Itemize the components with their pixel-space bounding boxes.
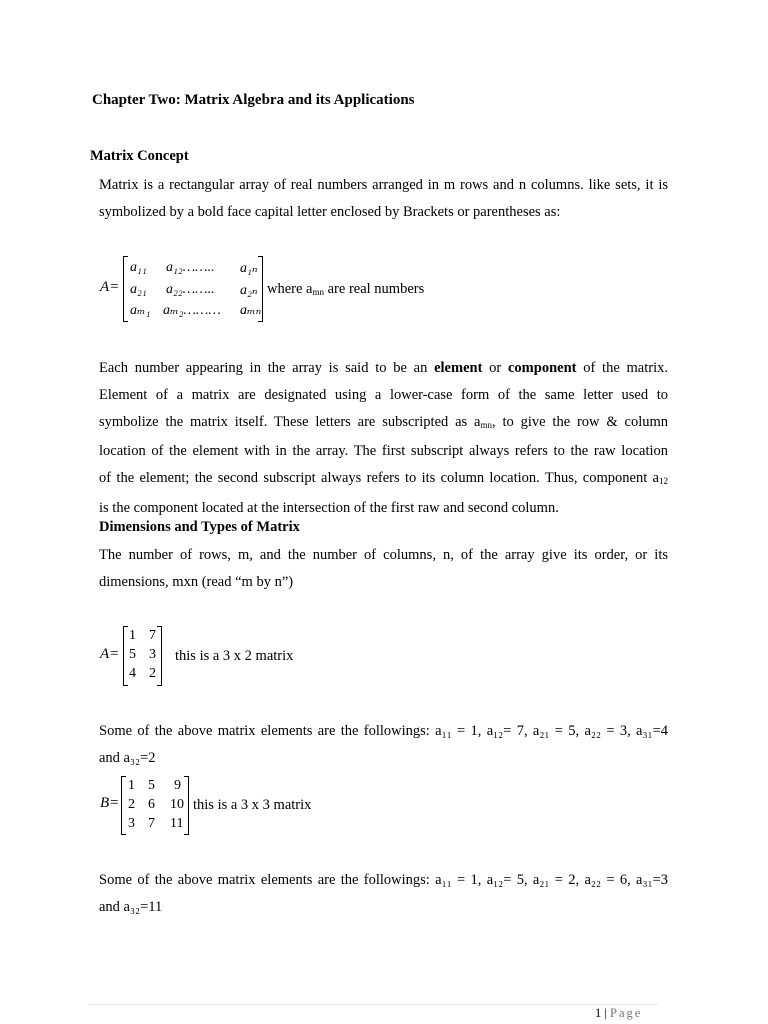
matrix-cell: 5: [129, 647, 136, 662]
matrix-cell: 1: [129, 628, 136, 643]
intro-line-2: symbolized by a bold face capital letter enclosed by Brackets or parentheses as:: [99, 203, 561, 220]
matrix-a-label: A=: [100, 646, 120, 662]
element-line-4: location of the element with in the array. The first subscript always refers to the raw location: [99, 443, 668, 460]
matrix-a-right-bracket: [157, 626, 162, 686]
matrix-cell: a₂ₙ: [240, 283, 258, 298]
matrix-cell: 5: [148, 778, 155, 793]
matrix-cell: 3: [149, 647, 156, 662]
matrix-cell: 7: [149, 628, 156, 643]
element-paragraph: [99, 355, 668, 522]
page-number: 1: [595, 1006, 602, 1020]
chapter-title: Chapter Two: Matrix Algebra and its Applications: [92, 92, 415, 108]
element-line-2: Element of a matrix are designated using a lower-case form of the same letter used to: [99, 386, 668, 403]
matrix-b-label: B=: [100, 795, 120, 811]
element-line-6: is the component located at the intersection of the first raw and second column.: [99, 499, 559, 516]
matrix-cell: 10: [170, 797, 184, 812]
matrix-cell: a₂₁: [130, 282, 147, 297]
elements-a-line-2: and a₃₂=2: [99, 749, 156, 766]
matrix-cell: 2: [149, 666, 156, 681]
matrix-cell: aₘ₁: [130, 303, 151, 318]
element-line-3: symbolize the matrix itself. These letters are subscripted as amn, to give the row & column: [99, 413, 668, 430]
elements-b-line-2: and a₃₂=11: [99, 898, 163, 915]
matrix-cell: 9: [174, 778, 181, 793]
element-line-1: Each number appearing in the array is said to be an element or component of the matrix.: [99, 360, 668, 376]
matrix-b-note: this is a 3 x 3 matrix: [193, 797, 312, 813]
general-matrix-right-bracket: [258, 256, 263, 322]
page-separator: |: [601, 1006, 611, 1020]
matrix-cell: 6: [148, 797, 155, 812]
dimensions-line-1: The number of rows, m, and the number of columns, n, of the array give its order, or its: [99, 547, 668, 563]
matrix-cell: 7: [148, 816, 155, 831]
matrix-cell: a₂₂……..: [166, 282, 215, 297]
matrix-b-right-bracket: [184, 776, 189, 835]
matrix-cell: 2: [128, 797, 135, 812]
elements-b-line-1: Some of the above matrix elements are the followings: a₁₁ = 1, a₁₂= 5, a₂₁ = 2, a₂₂ = 6, a₃₁=3: [99, 872, 668, 888]
matrix-a-left-bracket: [123, 626, 128, 686]
intro-line-1: Matrix is a rectangular array of real numbers arranged in m rows and n columns. like sets, it is: [99, 177, 668, 193]
section-heading-dimensions: Dimensions and Types of Matrix: [99, 519, 300, 535]
matrix-cell: 11: [170, 816, 184, 831]
matrix-cell: 4: [129, 666, 136, 681]
matrix-b-left-bracket: [121, 776, 126, 835]
general-matrix-left-bracket: [123, 256, 128, 322]
dimensions-line-2: dimensions, mxn (read “m by n”): [99, 573, 294, 590]
intro-paragraph: [99, 172, 668, 226]
matrix-a-note: this is a 3 x 2 matrix: [175, 648, 294, 664]
elements-b-paragraph: [99, 867, 668, 921]
elements-a-paragraph: [99, 718, 668, 772]
matrix-cell: aₘₙ: [240, 303, 262, 318]
section-heading-matrix-concept: Matrix Concept: [90, 148, 189, 164]
general-matrix-label: A=: [100, 279, 120, 295]
page-label: Page: [610, 1006, 643, 1020]
footer-divider: [88, 1004, 658, 1005]
matrix-cell: a₁₁: [130, 260, 147, 275]
matrix-cell: a₁₂……..: [166, 260, 215, 275]
matrix-cell: 1: [128, 778, 135, 793]
dimensions-paragraph: [99, 542, 668, 596]
element-line-5: of the element; the second subscript always refers to its column location. Thus, component a12: [99, 470, 668, 487]
elements-a-line-1: Some of the above matrix elements are the followings: a₁₁ = 1, a₁₂= 7, a₂₁ = 5, a₂₂ = 3, a₃₁=4: [99, 723, 668, 739]
matrix-cell: 3: [128, 816, 135, 831]
general-matrix-note: where amn are real numbers: [267, 281, 425, 297]
matrix-cell: aₘ₂………: [163, 303, 221, 318]
matrix-cell: a₁ₙ: [240, 261, 258, 276]
page-footer: [595, 1006, 642, 1021]
